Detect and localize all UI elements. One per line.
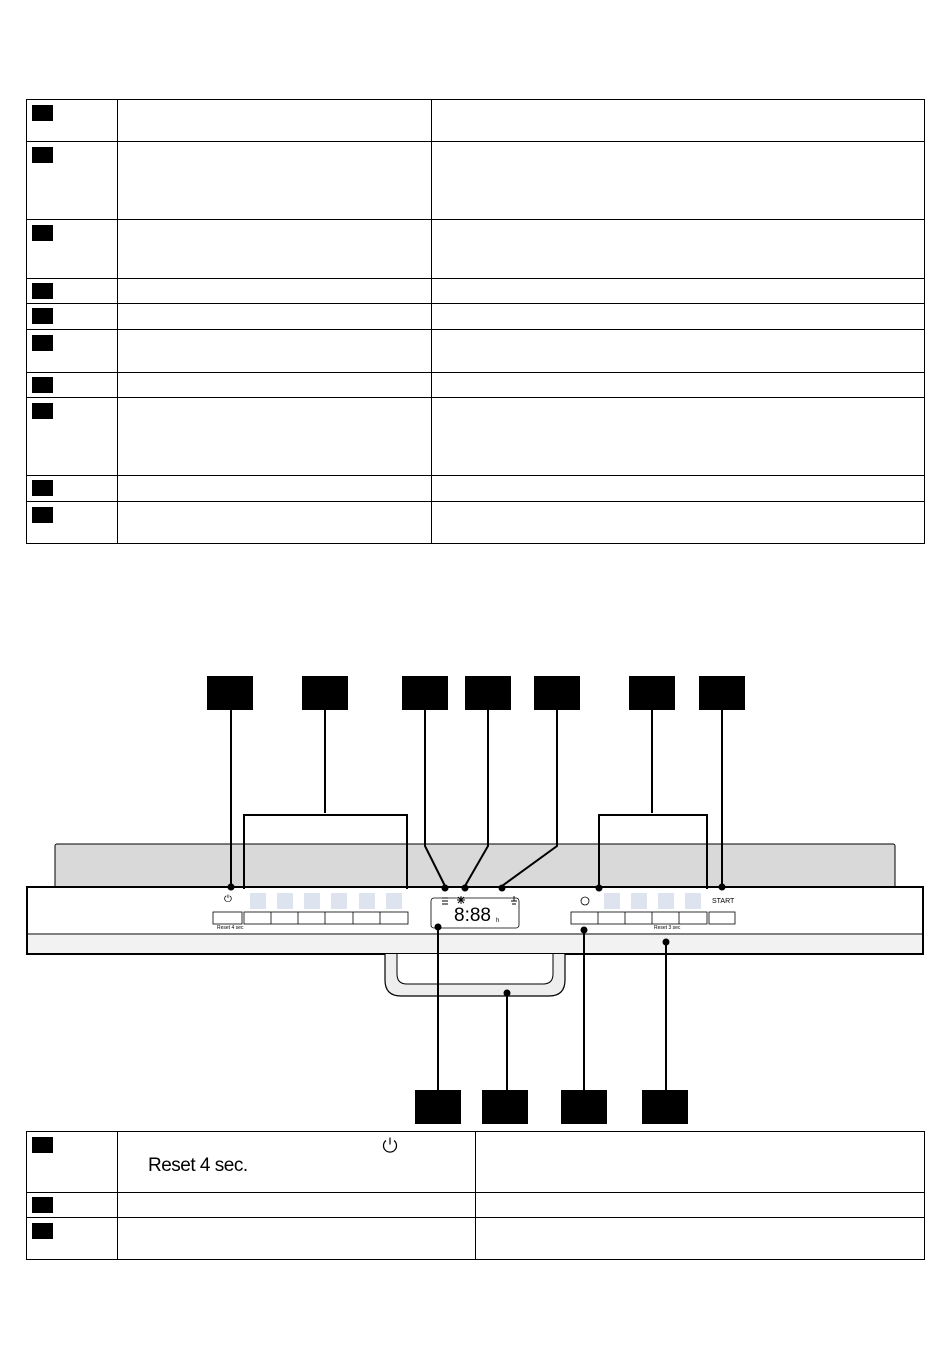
table-row [27,1218,925,1260]
key-cell [27,279,118,304]
table-row [27,373,925,398]
table-row [27,398,925,476]
name-cell [118,1193,476,1218]
display-digits: 8:88 [454,905,491,926]
description-cell [432,476,925,502]
callout-marker [32,105,53,121]
key-cell [27,220,118,279]
table-row [27,100,925,142]
key-cell [27,1193,118,1218]
table-row [27,220,925,279]
table-row [27,1132,925,1193]
name-cell [118,373,432,398]
callout-marker [32,1137,53,1153]
callout-marker [32,335,53,351]
table-row [27,279,925,304]
table-row [27,476,925,502]
description-cell [476,1193,925,1218]
name-cell [118,1218,476,1260]
key-cell [27,100,118,142]
description-cell [432,330,925,373]
key-cell [27,1132,118,1193]
description-cell [432,373,925,398]
callout-marker [32,480,53,496]
description-cell [432,142,925,220]
table-row [27,330,925,373]
table-row [27,304,925,330]
reset-label-right: Reset 3 sec [654,925,681,931]
table-row [27,142,925,220]
legend-table-bottom [26,1131,925,1260]
control-panel-diagram [0,660,950,1100]
legend-table-top [26,99,925,544]
description-cell [432,220,925,279]
name-cell [118,330,432,373]
key-cell [27,330,118,373]
key-cell [27,398,118,476]
name-cell [118,1132,476,1193]
callout-marker [32,507,53,523]
name-cell [118,142,432,220]
description-cell [476,1218,925,1260]
callout-marker [32,147,53,163]
description-cell [432,279,925,304]
name-cell [118,476,432,502]
panel-drawing [0,660,950,1100]
callout-marker [32,1197,53,1213]
name-cell [118,304,432,330]
reset-text: Reset 4 sec. [148,1155,248,1176]
key-cell [27,476,118,502]
table-row [27,502,925,544]
key-cell [27,304,118,330]
key-cell [27,1218,118,1260]
callout-marker [32,377,53,393]
display-unit: h [496,918,500,924]
reset-label-left: Reset 4 sec [217,925,244,931]
name-cell [118,398,432,476]
name-cell [118,220,432,279]
description-cell [476,1132,925,1193]
name-cell [118,502,432,544]
name-cell [118,100,432,142]
key-cell [27,502,118,544]
key-cell [27,373,118,398]
callout-marker [32,1223,53,1239]
description-cell [432,398,925,476]
name-cell [118,279,432,304]
power-icon: ⏻ [224,894,232,905]
callout-marker [32,308,53,324]
callout-marker [32,225,53,241]
start-label: START [712,898,735,905]
key-cell [27,142,118,220]
table-row [27,1193,925,1218]
description-cell [432,100,925,142]
callout-marker [32,403,53,419]
power-icon [381,1136,399,1154]
callout-marker [32,283,53,299]
description-cell [432,502,925,544]
description-cell [432,304,925,330]
